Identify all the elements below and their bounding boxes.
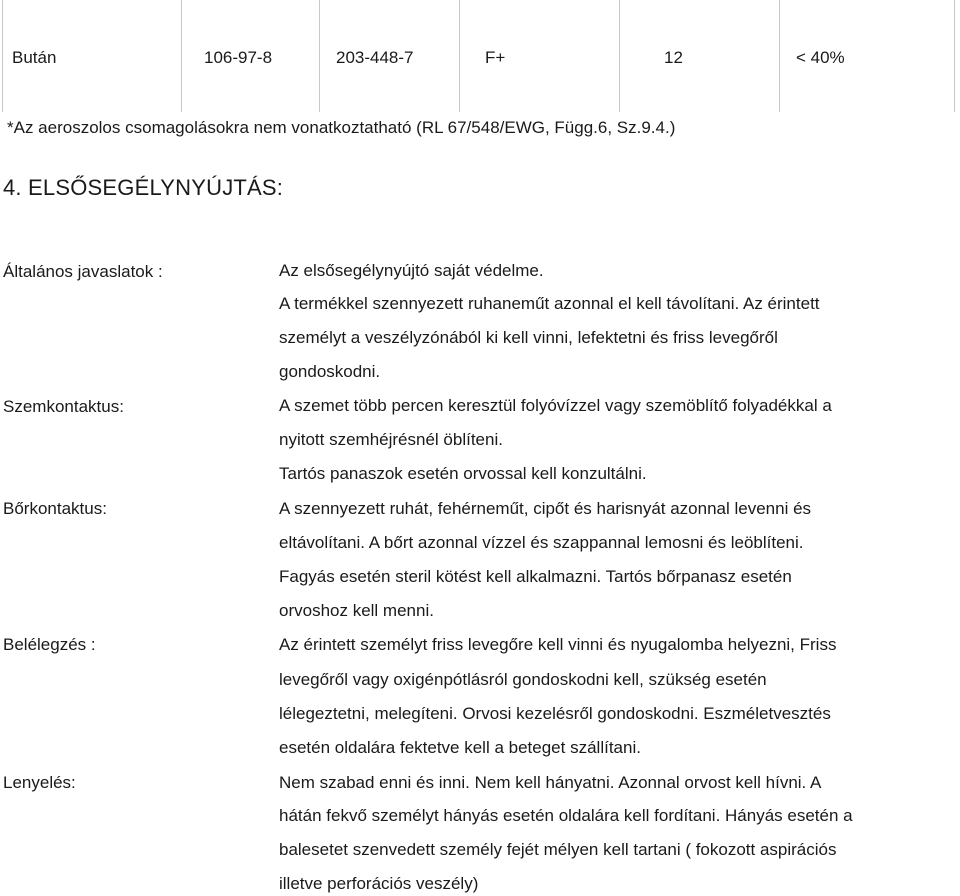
eye-contact-line: A szemet több percen keresztül folyóvízzel vagy szemöblítő folyadékkal a: [279, 396, 832, 415]
table-border: [459, 0, 460, 112]
table-border: [319, 0, 320, 112]
substance-table-row: [0, 0, 960, 112]
table-cell-ec: 203-448-7: [336, 48, 414, 67]
inhalation-line: levegőről vagy oxigénpótlásról gondoskodni kell, szükség esetén: [279, 670, 767, 689]
inhalation-line: Az érintett személyt friss levegőre kell vinni és nyugalomba helyezni, Friss: [279, 635, 837, 654]
skin-contact-line: Fagyás esetén steril kötést kell alkalmazni. Tartós bőrpanasz esetén: [279, 567, 792, 586]
inhalation-line: esetén oldalára fektetve kell a beteget szállítani.: [279, 738, 641, 757]
label-general: Általános javaslatok :: [3, 262, 163, 281]
ingestion-line: balesetet szenvedett személy fejét mélyen kell tartani ( fokozott aspirációs: [279, 840, 837, 859]
table-border: [619, 0, 620, 112]
table-cell-classification: F+: [485, 48, 506, 67]
table-border: [2, 0, 3, 112]
eye-contact-line: Tartós panaszok esetén orvossal kell konzultálni.: [279, 464, 647, 483]
table-cell-cas: 106-97-8: [204, 48, 273, 67]
ingestion-line: hátán fekvő személyt hányás esetén oldalára kell fordítani. Hányás esetén a: [279, 806, 853, 825]
table-border: [779, 0, 780, 112]
table-cell-concentration: < 40%: [796, 48, 845, 67]
general-line: személyt a veszélyzónából ki kell vinni, lefektetni és friss levegőről: [279, 328, 778, 347]
label-inhalation: Belélegzés :: [3, 635, 96, 654]
skin-contact-line: orvoshoz kell menni.: [279, 601, 434, 620]
ingestion-line: Nem szabad enni és inni. Nem kell hányatni. Azonnal orvost kell hívni. A: [279, 773, 822, 792]
table-border: [954, 0, 955, 112]
aerosol-footnote: *Az aeroszolos csomagolásokra nem vonatkoztatható (RL 67/548/EWG, Függ.6, Sz.9.4.): [7, 118, 676, 137]
table-cell-name: Bután: [12, 48, 57, 67]
section-heading: 4. ELSŐSEGÉLYNYÚJTÁS:: [3, 175, 284, 200]
eye-contact-line: nyitott szemhéjrésnél öblíteni.: [279, 430, 503, 449]
table-border: [181, 0, 182, 112]
skin-contact-line: eltávolítani. A bőrt azonnal vízzel és szappannal lemosni és leöblíteni.: [279, 533, 804, 552]
general-line: gondoskodni.: [279, 362, 381, 381]
label-eye-contact: Szemkontaktus:: [3, 397, 124, 416]
ingestion-line: illetve perforációs veszély): [279, 874, 479, 893]
general-line: Az elsősegélynyújtó saját védelme.: [279, 261, 544, 280]
inhalation-line: lélegeztetni, melegíteni. Orvosi kezelésről gondoskodni. Eszméletvesztés: [279, 704, 831, 723]
skin-contact-line: A szennyezett ruhát, fehérneműt, cipőt és harisnyát azonnal levenni és: [279, 499, 812, 518]
label-skin-contact: Bőrkontaktus:: [3, 499, 107, 518]
general-line: A termékkel szennyezett ruhaneműt azonnal el kell távolítani. Az érintett: [279, 294, 820, 313]
label-ingestion: Lenyelés:: [3, 773, 76, 792]
table-cell-rphrase: 12: [664, 48, 683, 67]
